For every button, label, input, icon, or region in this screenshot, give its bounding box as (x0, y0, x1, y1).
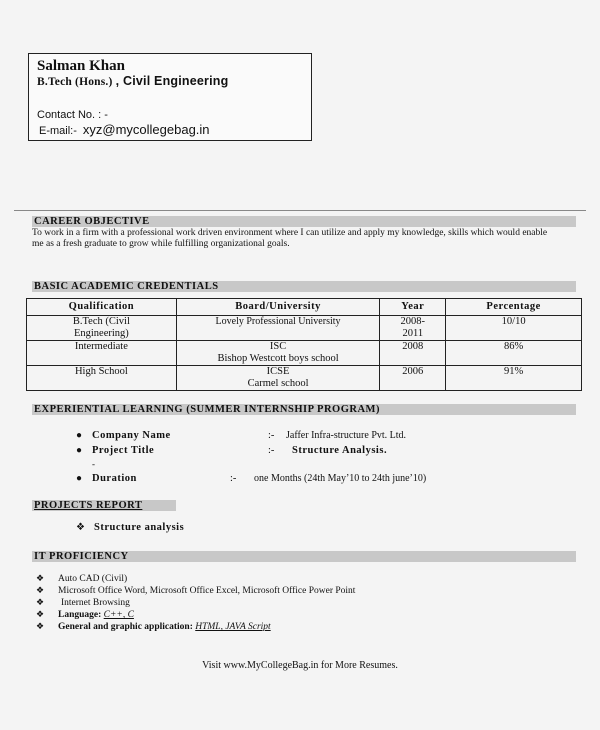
table-cell (27, 316, 177, 341)
academic-table (26, 298, 582, 391)
list-item (36, 609, 134, 620)
diamond-bullet-icon: ❖ (36, 585, 45, 595)
bullet-icon: ● (76, 445, 83, 456)
diamond-bullet-icon: ❖ (36, 621, 45, 631)
cell-line: Carmel school (247, 378, 309, 389)
column-header: Year (380, 299, 446, 316)
apps-value: HTML, JAVA Script (195, 622, 271, 632)
list-item-text: Auto CAD (Civil) (58, 574, 128, 584)
diamond-bullet-icon: ❖ (36, 597, 45, 607)
table-cell (176, 366, 380, 391)
duration-value: one Months (24th May’10 to 24th june’10) (254, 473, 427, 484)
cell-line: 2011 (402, 328, 424, 339)
table-cell: 2008 (380, 341, 446, 366)
cell-line: B.Tech (Civil (72, 316, 130, 327)
project-sep: :- (268, 445, 275, 456)
footer-text: Visit www.MyCollegeBag.in for More Resumes. (202, 660, 398, 671)
duration-label: Duration (92, 473, 137, 484)
email-label: E-mail:- (39, 125, 77, 137)
table-header-row (27, 299, 582, 316)
table-cell: Lovely Professional University (176, 316, 380, 341)
table-row (27, 366, 582, 391)
career-objective-heading: CAREER OBJECTIVE (32, 216, 576, 227)
degree-prefix: B.Tech (Hons.) (37, 76, 116, 88)
table-row (27, 316, 582, 341)
header-box (28, 53, 312, 141)
it-heading: IT PROFICIENCY (32, 551, 576, 562)
diamond-bullet-icon: ❖ (76, 522, 85, 533)
table-cell: 86% (446, 341, 582, 366)
list-item (36, 597, 130, 608)
table-cell (176, 341, 380, 366)
divider (14, 210, 586, 211)
table-row (27, 341, 582, 366)
degree-line (37, 74, 228, 88)
column-header: Percentage (446, 299, 582, 316)
academic-heading: BASIC ACADEMIC CREDENTIALS (32, 281, 576, 292)
list-item (36, 573, 127, 584)
table-cell: 10/10 (446, 316, 582, 341)
table-cell: 2006 (380, 366, 446, 391)
email-line (39, 122, 210, 137)
column-header: Qualification (27, 299, 177, 316)
career-objective-text: To work in a firm with a professional work driven environment where I can utilize and apply my knowledge, skills which would enable me as a fresh graduate to grow while fulfilling organizational goals. (32, 228, 548, 249)
cell-line: ICSE (266, 366, 290, 377)
candidate-name: Salman Khan (37, 58, 125, 74)
dash: - (92, 459, 95, 469)
table-cell: 91% (446, 366, 582, 391)
company-value: Jaffer Infra-structure Pvt. Ltd. (286, 430, 407, 441)
bullet-icon: ● (76, 473, 83, 484)
list-item-text: Microsoft Office Word, Microsoft Office Excel, Microsoft Office Power Point (58, 586, 356, 596)
projects-heading: PROJECTS REPORT (32, 500, 176, 511)
project-label: Project Title (92, 445, 155, 456)
column-header: Board/University (176, 299, 380, 316)
bullet-icon: ● (76, 430, 83, 441)
company-sep: :- (268, 430, 275, 441)
cell-line: Engineering) (73, 328, 129, 339)
diamond-bullet-icon: ❖ (36, 609, 45, 619)
cell-line: 2008- (400, 316, 426, 327)
project-item: Structure analysis (94, 522, 185, 533)
list-item (36, 621, 271, 632)
language-value: C++, C (103, 610, 134, 620)
apps-label: General and graphic application: (58, 622, 193, 632)
diamond-bullet-icon: ❖ (36, 573, 45, 583)
experience-heading: EXPERIENTIAL LEARNING (SUMMER INTERNSHIP PROGRAM) (32, 404, 576, 415)
language-label: Language: (58, 610, 102, 620)
cell-line: ISC (269, 341, 287, 352)
list-item (36, 585, 355, 596)
table-cell: High School (27, 366, 177, 391)
list-item-text: Internet Browsing (61, 598, 130, 608)
degree-suffix: , Civil Engineering (115, 74, 229, 88)
contact-label: Contact No. : - (37, 109, 108, 121)
duration-sep: :- (230, 473, 237, 484)
table-cell (380, 316, 446, 341)
company-label: Company Name (92, 430, 171, 441)
cell-line: Bishop Westcott boys school (217, 353, 339, 364)
project-value: Structure Analysis. (292, 445, 388, 456)
email-value[interactable]: xyz@mycollegebag.in (82, 122, 210, 137)
table-cell: Intermediate (27, 341, 177, 366)
